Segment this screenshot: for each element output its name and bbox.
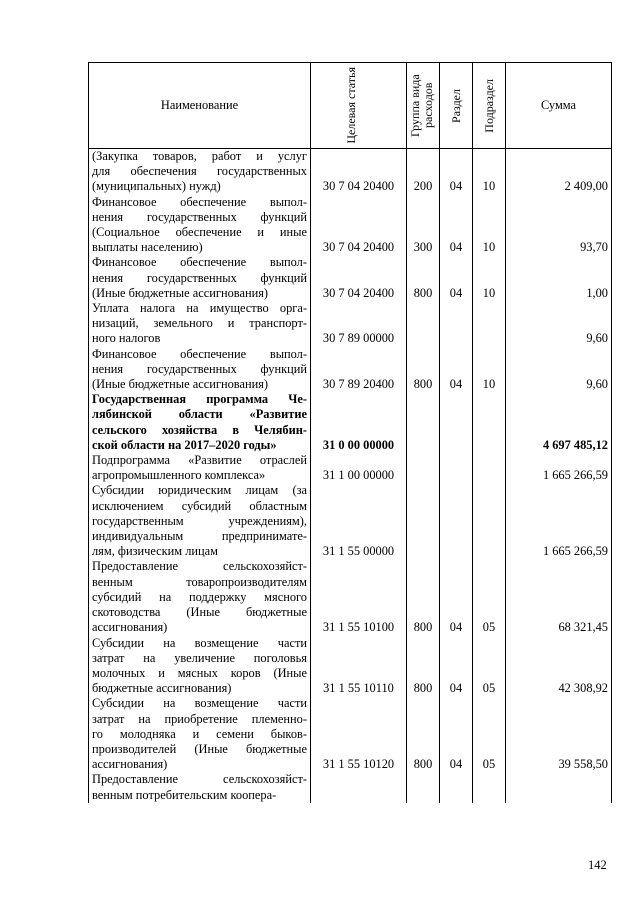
row-sum	[506, 772, 612, 802]
row-expense-group: 200	[407, 149, 440, 195]
row-target-article: 31 1 00 00000	[311, 453, 407, 483]
row-section	[440, 483, 473, 559]
row-sum: 42 308,92	[506, 636, 612, 697]
row-name-line: для обеспечения государственных	[92, 164, 307, 179]
row-expense-group: 800	[407, 347, 440, 393]
row-section: 04	[440, 559, 473, 635]
row-target-article	[311, 772, 407, 802]
row-sum: 9,60	[506, 347, 612, 393]
row-subsection: 05	[473, 559, 506, 635]
row-name	[89, 636, 311, 697]
row-expense-group	[407, 483, 440, 559]
row-target-article: 31 1 55 10110	[311, 636, 407, 697]
row-sum: 68 321,45	[506, 559, 612, 635]
row-name	[89, 195, 311, 256]
row-name-line: Финансовое обеспечение выпол-	[92, 346, 307, 361]
row-expense-group	[407, 772, 440, 802]
table-row	[89, 195, 612, 256]
row-section	[440, 301, 473, 347]
row-name-line: Субсидии юридическим лицам (за	[92, 483, 307, 498]
row-name-line: бюджетные ассигнования)	[92, 681, 232, 696]
row-name-line: го молодняка и семени быков-	[92, 726, 307, 741]
table-body	[89, 149, 612, 803]
table-row	[89, 453, 612, 483]
row-name	[89, 696, 311, 772]
row-name-line: низаций, земельного и транспорт-	[92, 316, 307, 331]
row-section: 04	[440, 636, 473, 697]
row-subsection: 10	[473, 149, 506, 195]
row-target-article: 30 7 04 20400	[311, 255, 407, 301]
row-name-line: венным товаропроизводителям	[92, 574, 307, 589]
row-target-article: 31 1 55 10120	[311, 696, 407, 772]
header-subsection: Подраздел	[473, 63, 506, 149]
row-expense-group	[407, 392, 440, 453]
header-sum: Сумма	[506, 63, 612, 149]
row-section: 04	[440, 195, 473, 256]
row-name	[89, 255, 311, 301]
row-name	[89, 453, 311, 483]
row-sum: 9,60	[506, 301, 612, 347]
row-name-line: нения государственных функций	[92, 209, 307, 224]
header-section: Раздел	[440, 63, 473, 149]
row-target-article: 31 0 00 00000	[311, 392, 407, 453]
row-subsection: 10	[473, 347, 506, 393]
table-row	[89, 772, 612, 802]
row-sum: 4 697 485,12	[506, 392, 612, 453]
row-section	[440, 772, 473, 802]
row-target-article: 30 7 04 20400	[311, 149, 407, 195]
header-target-article: Целевая статья	[311, 63, 407, 149]
row-subsection: 05	[473, 696, 506, 772]
row-target-article: 31 1 55 00000	[311, 483, 407, 559]
row-expense-group: 800	[407, 696, 440, 772]
row-name-line: (Иные бюджетные ассигнования)	[92, 285, 269, 300]
row-sum: 2 409,00	[506, 149, 612, 195]
row-name-line: (муниципальных) нужд)	[92, 179, 221, 194]
row-expense-group: 800	[407, 559, 440, 635]
row-name	[89, 772, 311, 802]
table-row	[89, 149, 612, 195]
row-section: 04	[440, 696, 473, 772]
row-name-line: субсидий на поддержку мясного	[92, 589, 307, 604]
row-name	[89, 559, 311, 635]
row-subsection	[473, 483, 506, 559]
row-expense-group: 800	[407, 255, 440, 301]
row-expense-group	[407, 453, 440, 483]
row-name-line: лябинской области «Развитие	[92, 407, 307, 422]
table-row	[89, 636, 612, 697]
row-name-line: нения государственных функций	[92, 361, 307, 376]
table-row	[89, 559, 612, 635]
row-name-line: (Социальное обеспечение и иные	[92, 225, 307, 240]
row-sum: 1 665 266,59	[506, 483, 612, 559]
row-name-line: затрат на увеличение поголовья	[92, 650, 307, 665]
row-name-line: ской области на 2017–2020 годы»	[92, 437, 277, 452]
row-name-line: скотоводства (Иные бюджетные	[92, 605, 307, 620]
row-name-line: ассигнования)	[92, 620, 168, 635]
row-subsection	[473, 772, 506, 802]
row-name-line: Финансовое обеспечение выпол-	[92, 194, 307, 209]
row-name-line: (Закупка товаров, работ и услуг	[92, 149, 307, 163]
page-number: 142	[588, 858, 607, 872]
row-name-line: агропромышленного комплекса»	[92, 468, 266, 483]
row-name	[89, 483, 311, 559]
row-expense-group: 300	[407, 195, 440, 256]
table-row	[89, 347, 612, 393]
row-name	[89, 392, 311, 453]
row-name-line: (Иные бюджетные ассигнования)	[92, 377, 269, 392]
row-name	[89, 301, 311, 347]
row-sum: 1 665 266,59	[506, 453, 612, 483]
row-sum: 1,00	[506, 255, 612, 301]
row-name-line: государственным учреждениям),	[92, 513, 307, 528]
row-name-line: Субсидии на возмещение части	[92, 696, 307, 711]
row-name-line: Финансовое обеспечение выпол-	[92, 255, 307, 270]
row-subsection	[473, 301, 506, 347]
header-name: Наименование	[89, 63, 311, 149]
row-subsection: 10	[473, 255, 506, 301]
row-name-line: ного налогов	[92, 331, 161, 346]
row-sum: 93,70	[506, 195, 612, 256]
row-name-line: индивидуальным предпринимате-	[92, 529, 307, 544]
row-name-line: молочных и мясных коров (Иные	[92, 665, 307, 680]
row-name-line: нения государственных функций	[92, 270, 307, 285]
row-name-line: Подпрограмма «Развитие отраслей	[92, 453, 307, 468]
row-name-line: венным потребительским коопера-	[92, 787, 277, 802]
row-section	[440, 453, 473, 483]
row-target-article: 30 7 89 20400	[311, 347, 407, 393]
row-expense-group	[407, 301, 440, 347]
table-header-row	[89, 63, 612, 149]
row-target-article: 31 1 55 10100	[311, 559, 407, 635]
row-expense-group: 800	[407, 636, 440, 697]
row-name-line: Государственная программа Че-	[92, 392, 307, 407]
row-target-article: 30 7 89 00000	[311, 301, 407, 347]
row-name-line: Предоставление сельскохозяйст-	[92, 559, 307, 574]
row-subsection: 10	[473, 195, 506, 256]
row-name-line: Субсидии на возмещение части	[92, 635, 307, 650]
row-subsection	[473, 453, 506, 483]
table-row	[89, 255, 612, 301]
table-row	[89, 301, 612, 347]
row-section	[440, 392, 473, 453]
row-target-article: 30 7 04 20400	[311, 195, 407, 256]
row-name-line: производителей (Иные бюджетные	[92, 741, 307, 756]
row-name-line: выплаты населению)	[92, 240, 203, 255]
table-row	[89, 483, 612, 559]
row-name-line: Уплата налога на имущество орга-	[92, 301, 307, 316]
row-subsection: 05	[473, 636, 506, 697]
table-row	[89, 696, 612, 772]
row-name-line: затрат на приобретение племенно-	[92, 711, 307, 726]
row-section: 04	[440, 255, 473, 301]
row-name	[89, 149, 311, 195]
row-name-line: сельского хозяйства в Челябин-	[92, 422, 307, 437]
row-section: 04	[440, 347, 473, 393]
row-subsection	[473, 392, 506, 453]
budget-table	[88, 62, 612, 803]
table-row	[89, 392, 612, 453]
header-expense-group: Группа вида расходов	[407, 63, 440, 149]
row-section: 04	[440, 149, 473, 195]
row-sum: 39 558,50	[506, 696, 612, 772]
row-name-line: исключением субсидий областным	[92, 498, 307, 513]
row-name-line: ассигнования)	[92, 757, 168, 772]
row-name-line: лям, физическим лицам	[92, 544, 219, 559]
row-name	[89, 347, 311, 393]
row-name-line: Предоставление сельскохозяйст-	[92, 772, 307, 787]
